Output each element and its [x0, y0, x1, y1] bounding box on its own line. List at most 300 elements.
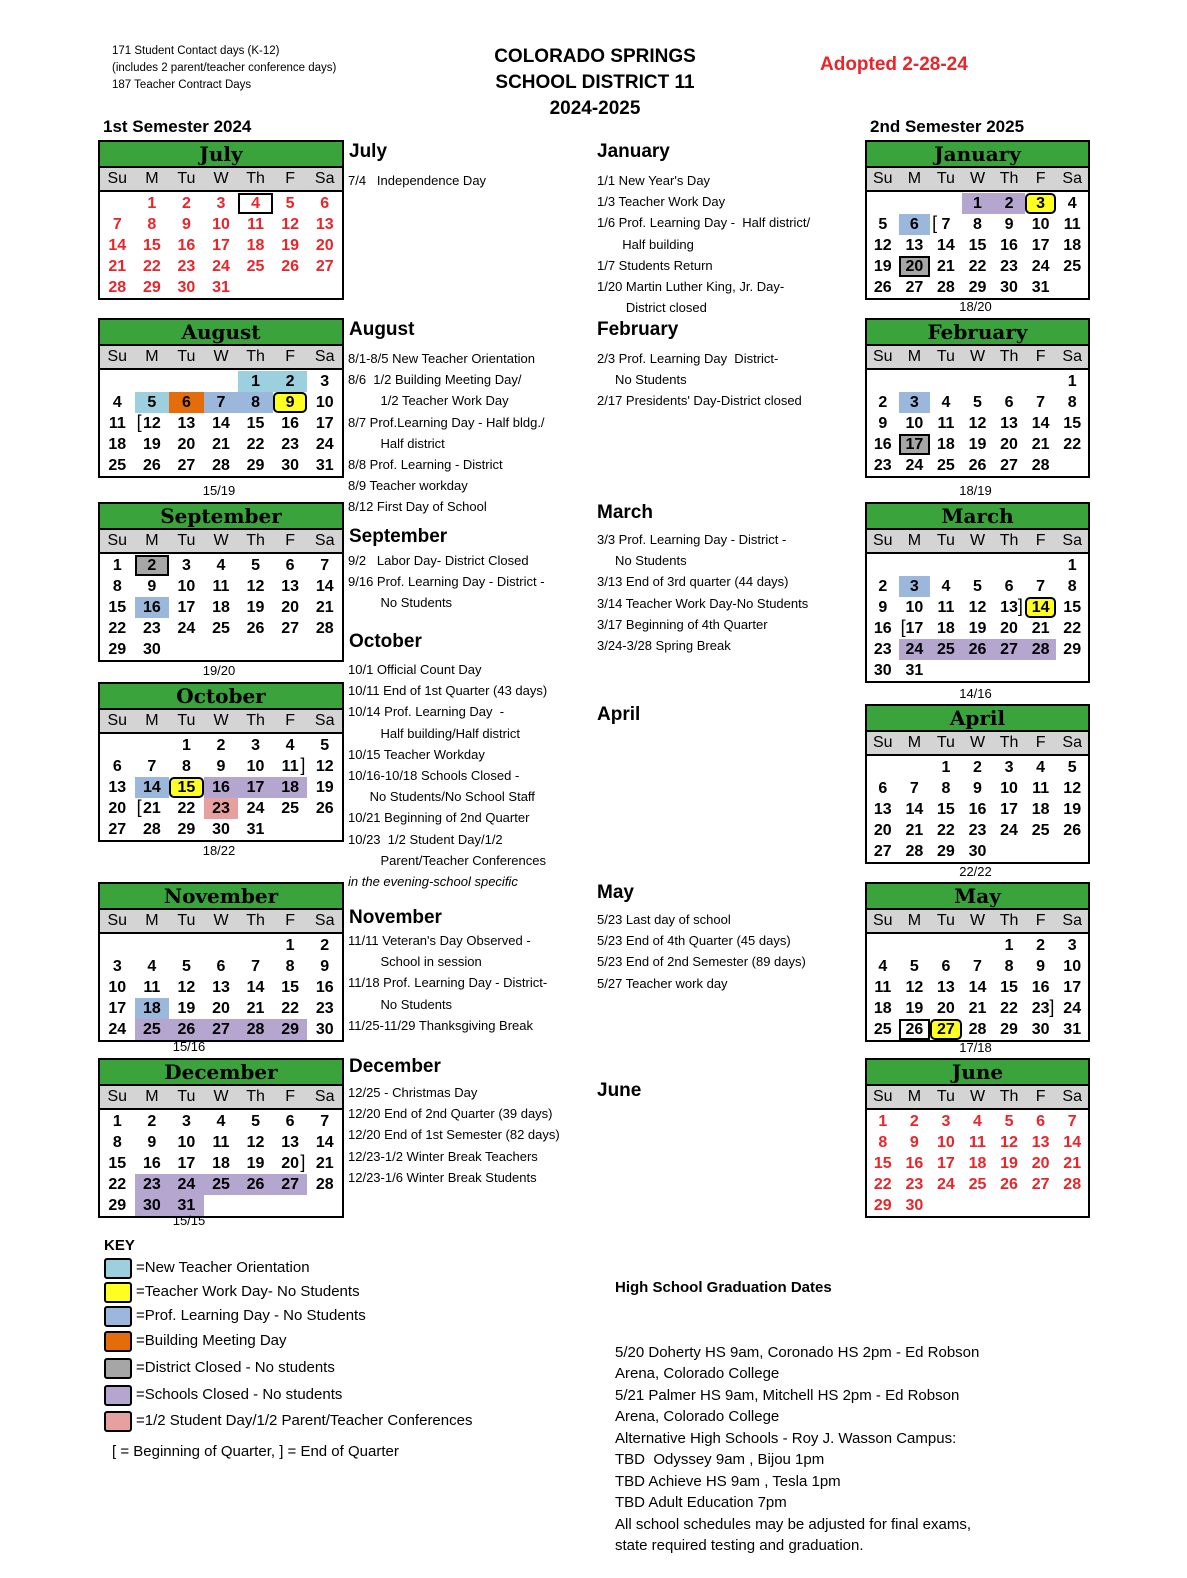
day-cell: 9: [320, 958, 330, 975]
day-cell: 6: [169, 392, 204, 413]
weekday-row: [867, 530, 1088, 554]
graduation-line: TBD Odyssey 9am , Bijou 1pm: [615, 1451, 825, 1468]
weekday-label: Su: [107, 1088, 128, 1105]
empty-cell: [100, 371, 135, 392]
day-cell: 30: [142, 641, 161, 658]
day-cell: 13: [281, 578, 300, 595]
day-cell: 17: [1063, 979, 1082, 996]
weekday-label: Th: [999, 532, 1019, 549]
day-cell: 22: [1063, 620, 1082, 637]
weekday-label: Su: [872, 1088, 893, 1105]
month-header: May: [867, 884, 1088, 910]
day-cell: 13 ]: [993, 597, 1025, 618]
month-header: August: [100, 320, 342, 346]
weekday-label: M: [907, 348, 922, 365]
day-cell: 21: [1031, 436, 1050, 453]
events-may-title: May: [597, 882, 634, 903]
weekday-label: M: [145, 712, 159, 729]
weekday-label: Su: [872, 348, 893, 365]
day-cell: 7: [320, 557, 330, 574]
weekday-label: Sa: [314, 912, 335, 929]
day-cell: 9: [973, 780, 982, 797]
day-cell: 19: [968, 620, 987, 637]
semester-1-label: 1st Semester 2024: [103, 117, 252, 136]
calendar-july: [98, 140, 344, 300]
day-cell: 16: [873, 620, 892, 637]
event-line: 10/16-10/18 Schools Closed -: [348, 768, 520, 784]
empty-cell: [899, 935, 931, 956]
day-cell: 7: [320, 1113, 330, 1130]
day-cell: 27: [930, 1019, 962, 1040]
event-line: 8/7 Prof.Learning Day - Half bldg./: [348, 414, 545, 430]
day-cell: 20: [177, 436, 196, 453]
day-cell: 7: [147, 758, 157, 775]
weekday-label: Th: [246, 532, 265, 549]
weekday-label: Tu: [936, 912, 955, 929]
day-cell: 13: [937, 979, 955, 996]
day-cell: 8: [1004, 958, 1014, 975]
event-line: 9/2 Labor Day- District Closed: [348, 553, 529, 568]
day-cell: 30: [135, 1195, 170, 1216]
day-cell: 4: [1067, 195, 1077, 212]
day-cell: 19: [142, 436, 161, 453]
day-cell: 11: [874, 979, 892, 996]
key-label: =1/2 Student Day/1/2 Parent/Teacher Conferences: [136, 1412, 473, 1429]
day-count-august: 15/19: [202, 483, 236, 498]
day-cell: 18: [1031, 801, 1050, 818]
day-cell: 7: [909, 780, 919, 797]
day-cell: 27: [1031, 1176, 1050, 1193]
weekday-label: Th: [246, 1088, 265, 1105]
day-cell: 16: [315, 979, 334, 996]
weekday-label: M: [907, 734, 922, 751]
day-cell: 5: [285, 195, 295, 212]
day-cell: 20: [108, 800, 127, 817]
day-cell: 1: [285, 937, 295, 954]
day-cell: 15: [1000, 979, 1018, 996]
day-cell: 24: [899, 639, 931, 660]
weekday-label: Sa: [1062, 734, 1082, 751]
day-count-february: 18/19: [959, 483, 992, 498]
events-april-title: April: [597, 704, 641, 725]
day-cell: 28: [238, 1019, 273, 1040]
day-cell: 14: [905, 801, 924, 818]
event-line: 3/24-3/28 Spring Break: [597, 638, 731, 654]
day-cell: 20: [1000, 620, 1018, 637]
day-cell: 2: [878, 394, 888, 411]
day-cell: 29: [273, 1019, 308, 1040]
day-cell: 30: [905, 1197, 924, 1214]
day-cell: 2: [147, 1113, 157, 1130]
event-line: 11/25-11/29 Thanksgiving Break: [348, 1017, 534, 1033]
day-cell: 19: [315, 779, 334, 796]
day-cell: 10: [108, 979, 127, 996]
day-cell: 22: [937, 822, 955, 839]
day-cell: 17: [315, 415, 334, 432]
day-cell: 31: [212, 279, 230, 296]
day-cell: 15: [108, 1155, 127, 1172]
events-september-title: September: [349, 526, 448, 547]
day-cell: 16: [873, 436, 892, 453]
day-cell: 17: [1031, 237, 1050, 254]
day-cell: 16: [905, 1155, 924, 1172]
weekday-label: W: [969, 734, 986, 751]
empty-cell: [993, 371, 1025, 392]
day-cell: 14: [1025, 597, 1057, 618]
day-cell: 17: [177, 1155, 196, 1172]
weekday-label: Su: [872, 912, 893, 929]
day-cell: 3: [320, 373, 330, 390]
event-line: No Students: [597, 372, 687, 388]
weekday-label: Th: [246, 912, 265, 929]
weekday-label: F: [285, 712, 296, 729]
key-label: =Schools Closed - No students: [136, 1386, 343, 1403]
event-line: 5/23 End of 4th Quarter (45 days): [597, 933, 791, 949]
key-swatch: [104, 1331, 132, 1352]
day-cell: 29: [177, 821, 196, 838]
day-cell: 10: [1000, 780, 1018, 797]
day-cell: 28: [1025, 639, 1057, 660]
empty-cell: [867, 935, 899, 956]
key-item: [104, 1384, 342, 1406]
day-cell: 15: [281, 979, 300, 996]
weekday-label: M: [907, 1088, 922, 1105]
event-line: 12/23-1/2 Winter Break Teachers: [348, 1148, 538, 1164]
day-cell: 1: [147, 195, 157, 212]
day-cell: 20: [1000, 436, 1018, 453]
day-cell: 19: [246, 1155, 265, 1172]
day-cell: 1: [1067, 557, 1077, 574]
day-cell: 27: [905, 279, 924, 296]
calendar-november: [98, 882, 344, 1042]
day-cell: 4: [285, 737, 295, 754]
day-cell: 29: [108, 1197, 127, 1214]
day-cell: 6: [320, 195, 330, 212]
day-cell: 24: [246, 800, 265, 817]
weekday-label: F: [1035, 348, 1046, 365]
day-cell: 5: [878, 216, 888, 233]
day-cell: 4: [1036, 759, 1046, 776]
calendar-june: [865, 1058, 1090, 1218]
weekday-label: F: [1035, 734, 1046, 751]
day-cell: 9: [216, 758, 226, 775]
day-cell: 4: [238, 193, 273, 214]
empty-cell: [930, 193, 962, 214]
day-grid: [100, 554, 342, 660]
weekday-label: W: [213, 348, 229, 365]
day-cell: 3: [941, 1113, 951, 1130]
day-cell: 20: [1031, 1155, 1050, 1172]
weekday-label: Sa: [314, 712, 335, 729]
day-cell: 11: [969, 1134, 986, 1151]
day-cell: 26: [238, 1174, 273, 1195]
calendar-march: [865, 502, 1090, 683]
day-cell: 11 ]: [273, 756, 308, 777]
day-cell: 7: [973, 958, 982, 975]
day-cell: 28: [315, 1176, 334, 1193]
empty-cell: [169, 935, 204, 956]
weekday-label: F: [285, 532, 296, 549]
day-cell: 16: [204, 777, 239, 798]
month-header: March: [867, 504, 1088, 530]
graduation-title: High School Graduation Dates: [615, 1279, 832, 1296]
day-cell: 14: [315, 578, 334, 595]
weekday-label: Th: [999, 170, 1019, 187]
events-december: [348, 1082, 560, 1188]
semester-2-label: 2nd Semester 2025: [870, 117, 1025, 136]
day-cell: 3: [1025, 193, 1057, 214]
graduation-line: Alternative High Schools - Roy J. Wasson Campus:: [615, 1429, 957, 1447]
events-june-title: June: [597, 1080, 642, 1101]
day-cell: 27: [108, 821, 127, 838]
day-cell: 8: [973, 216, 982, 233]
day-cell: 30: [281, 457, 300, 474]
day-cell: 16: [1031, 979, 1050, 996]
event-line: Half building/Half district: [348, 725, 520, 741]
weekday-label: W: [213, 170, 229, 187]
empty-cell: [867, 371, 899, 392]
day-cell: 23: [204, 798, 239, 819]
day-cell: 31: [1031, 279, 1050, 296]
day-cell: 10: [1031, 216, 1050, 233]
day-cell: 19: [873, 258, 892, 275]
day-cell: 5: [1004, 1113, 1014, 1130]
day-cell: 18: [212, 599, 230, 616]
day-cell: 12: [968, 415, 987, 432]
weekday-label: M: [145, 532, 159, 549]
day-cell: 12: [315, 758, 334, 775]
title-line: COLORADO SPRINGS: [494, 46, 696, 67]
day-cell: 5: [181, 958, 191, 975]
day-cell: 28: [968, 1021, 987, 1038]
day-cell: 11: [108, 415, 126, 432]
day-cell: 3: [1067, 937, 1077, 954]
events-january-title: January: [597, 141, 670, 162]
events-november-title: November: [349, 907, 442, 928]
key-swatch: [104, 1306, 132, 1327]
day-cell: 14: [315, 1134, 334, 1151]
event-line: 3/17 Beginning of 4th Quarter: [597, 616, 768, 632]
day-cell: 12: [968, 599, 987, 616]
empty-cell: [135, 371, 170, 392]
day-cell: 31: [1063, 1021, 1082, 1038]
weekday-label: W: [969, 170, 986, 187]
weekday-label: M: [907, 532, 922, 549]
empty-cell: [899, 371, 931, 392]
day-cell: 10: [177, 1134, 196, 1151]
day-cell: 3: [181, 557, 191, 574]
day-cell: 30: [968, 843, 987, 860]
day-cell: 18: [1063, 237, 1082, 254]
day-cell: 9: [909, 1134, 919, 1151]
day-cell: 21: [108, 258, 127, 275]
day-cell: [ 7: [930, 214, 962, 235]
day-cell: 10: [315, 394, 334, 411]
day-cell: 31: [905, 662, 924, 679]
event-line: 10/21 Beginning of 2nd Quarter: [348, 810, 530, 826]
day-cell: 17: [108, 1000, 127, 1017]
event-line: 5/23 End of 2nd Semester (89 days): [597, 954, 806, 970]
day-cell: 13: [177, 415, 196, 432]
graduation-line: 5/20 Doherty HS 9am, Coronado HS 2pm - Ed Robson: [615, 1343, 980, 1361]
day-cell: 26: [899, 1019, 931, 1040]
day-cell: 29: [937, 843, 955, 860]
calendar-october: [98, 682, 344, 842]
day-cell: 22: [177, 800, 196, 817]
day-cell: 31: [315, 457, 334, 474]
day-cell: 14: [1063, 1134, 1082, 1151]
day-cell: 11: [212, 1134, 230, 1151]
day-cell: 25: [873, 1021, 892, 1038]
day-cell: 27: [273, 1174, 308, 1195]
event-line: 3/14 Teacher Work Day-No Students: [597, 595, 809, 611]
day-cell: 16: [968, 801, 987, 818]
events-february-title: February: [597, 319, 679, 340]
event-line: 11/18 Prof. Learning Day - District-: [348, 975, 548, 991]
weekday-label: Tu: [936, 170, 955, 187]
day-cell: 14: [937, 237, 955, 254]
day-cell: 13: [315, 216, 334, 233]
day-cell: 14: [212, 415, 230, 432]
day-cell: 17: [899, 434, 931, 455]
day-cell: 10: [905, 415, 924, 432]
events-december-title: December: [349, 1056, 441, 1077]
day-cell: 14: [246, 979, 265, 996]
day-cell: 24: [1031, 258, 1050, 275]
day-cell: 2: [878, 578, 888, 595]
day-cell: 8: [1067, 394, 1077, 411]
day-cell: 3: [1004, 759, 1014, 776]
day-cell: 29: [1063, 641, 1082, 658]
empty-cell: [867, 193, 899, 214]
day-cell: 2: [909, 1113, 919, 1130]
day-cell: 23: [135, 1174, 170, 1195]
day-cell: 21: [246, 1000, 265, 1017]
day-cell: 21: [212, 436, 230, 453]
day-cell: 26: [1000, 1176, 1018, 1193]
day-cell: 23: [968, 822, 987, 839]
event-line: No Students: [348, 996, 453, 1012]
month-header: April: [867, 706, 1088, 732]
day-cell: 1: [1004, 937, 1014, 954]
day-cell: 27: [281, 620, 300, 637]
empty-cell: [993, 555, 1025, 576]
day-cell: 31: [246, 821, 265, 838]
day-cell: 24: [937, 1176, 955, 1193]
day-cell: 6: [941, 958, 951, 975]
day-cell: 4: [112, 394, 122, 411]
weekday-label: Su: [872, 532, 893, 549]
weekday-label: Tu: [936, 348, 955, 365]
day-cell: 6: [1004, 578, 1014, 595]
day-cell: 23: [905, 1176, 924, 1193]
weekday-label: W: [213, 532, 229, 549]
day-cell: 10: [212, 216, 230, 233]
weekday-label: M: [907, 912, 922, 929]
event-line: 2/3 Prof. Learning Day District-: [597, 351, 779, 366]
day-cell: 15: [873, 1155, 892, 1172]
day-cell: 18: [212, 1155, 230, 1172]
day-cell: 25: [108, 457, 127, 474]
event-line: 3/3 Prof. Learning Day - District -: [597, 532, 787, 547]
day-cell: 2: [181, 195, 191, 212]
month-header: November: [100, 884, 342, 910]
day-cell: 24: [1000, 822, 1018, 839]
day-grid: [867, 934, 1088, 1040]
key-label: =Prof. Learning Day - No Students: [136, 1307, 366, 1324]
weekday-label: Sa: [1062, 348, 1082, 365]
weekday-label: Sa: [1062, 1088, 1082, 1105]
day-count-april: 22/22: [959, 864, 992, 879]
day-cell: 5: [320, 737, 330, 754]
weekday-label: M: [145, 912, 159, 929]
day-count-september: 19/20: [202, 663, 236, 678]
day-cell: 22: [142, 258, 161, 275]
weekday-label: Sa: [314, 532, 335, 549]
calendar-august: [98, 318, 344, 478]
key-swatch: [104, 1385, 132, 1406]
weekday-row: [100, 1086, 342, 1110]
day-cell: 22: [108, 620, 127, 637]
empty-cell: [930, 371, 962, 392]
event-line: Parent/Teacher Conferences: [348, 852, 546, 868]
day-cell: 2: [320, 937, 330, 954]
calendar-february: [865, 318, 1090, 478]
calendar-september: [98, 502, 344, 662]
weekday-label: Tu: [936, 532, 955, 549]
day-cell: 18: [135, 998, 170, 1019]
day-grid: [100, 1110, 342, 1216]
day-cell: 1: [112, 557, 122, 574]
key-label: =District Closed - No students: [136, 1359, 335, 1376]
weekday-label: F: [285, 912, 296, 929]
event-line: 1/2 Teacher Work Day: [348, 393, 509, 409]
day-cell: 16: [281, 415, 300, 432]
day-count-november: 15/16: [172, 1039, 206, 1054]
day-cell: 26: [968, 457, 987, 474]
day-cell: 17: [1000, 801, 1018, 818]
day-cell: 21: [937, 258, 955, 275]
event-line: District closed: [597, 300, 707, 316]
day-cell: 9: [878, 599, 888, 616]
day-cell: 29: [1000, 1021, 1018, 1038]
day-cell: 2: [1036, 937, 1046, 954]
event-line: 10/23 1/2 Student Day/1/2: [348, 831, 503, 847]
empty-cell: [1025, 371, 1057, 392]
day-cell: 28: [212, 457, 230, 474]
graduation-line: 5/21 Palmer HS 9am, Mitchell HS 2pm - Ed Robson: [615, 1386, 960, 1404]
day-cell: 27: [177, 457, 196, 474]
day-cell: 12: [1000, 1134, 1018, 1151]
day-cell: 5: [251, 557, 261, 574]
adopted-date: Adopted 2-28-24: [820, 54, 968, 75]
day-cell: 25: [212, 620, 230, 637]
day-cell: 4: [147, 958, 157, 975]
day-cell: 6: [285, 1113, 295, 1130]
weekday-label: W: [969, 532, 986, 549]
day-cell: 18: [937, 436, 955, 453]
event-line: 8/9 Teacher workday: [348, 478, 468, 494]
day-cell: 7: [251, 958, 261, 975]
day-cell: 11: [937, 599, 955, 616]
day-cell: 3: [112, 958, 122, 975]
day-cell: 30: [1031, 1021, 1050, 1038]
event-line: No Students: [597, 553, 687, 569]
weekday-label: Tu: [177, 912, 196, 929]
graduation-line: Arena, Colorado College: [615, 1408, 780, 1425]
weekday-row: [867, 910, 1088, 934]
event-line: 12/20 End of 2nd Quarter (39 days): [348, 1106, 553, 1122]
